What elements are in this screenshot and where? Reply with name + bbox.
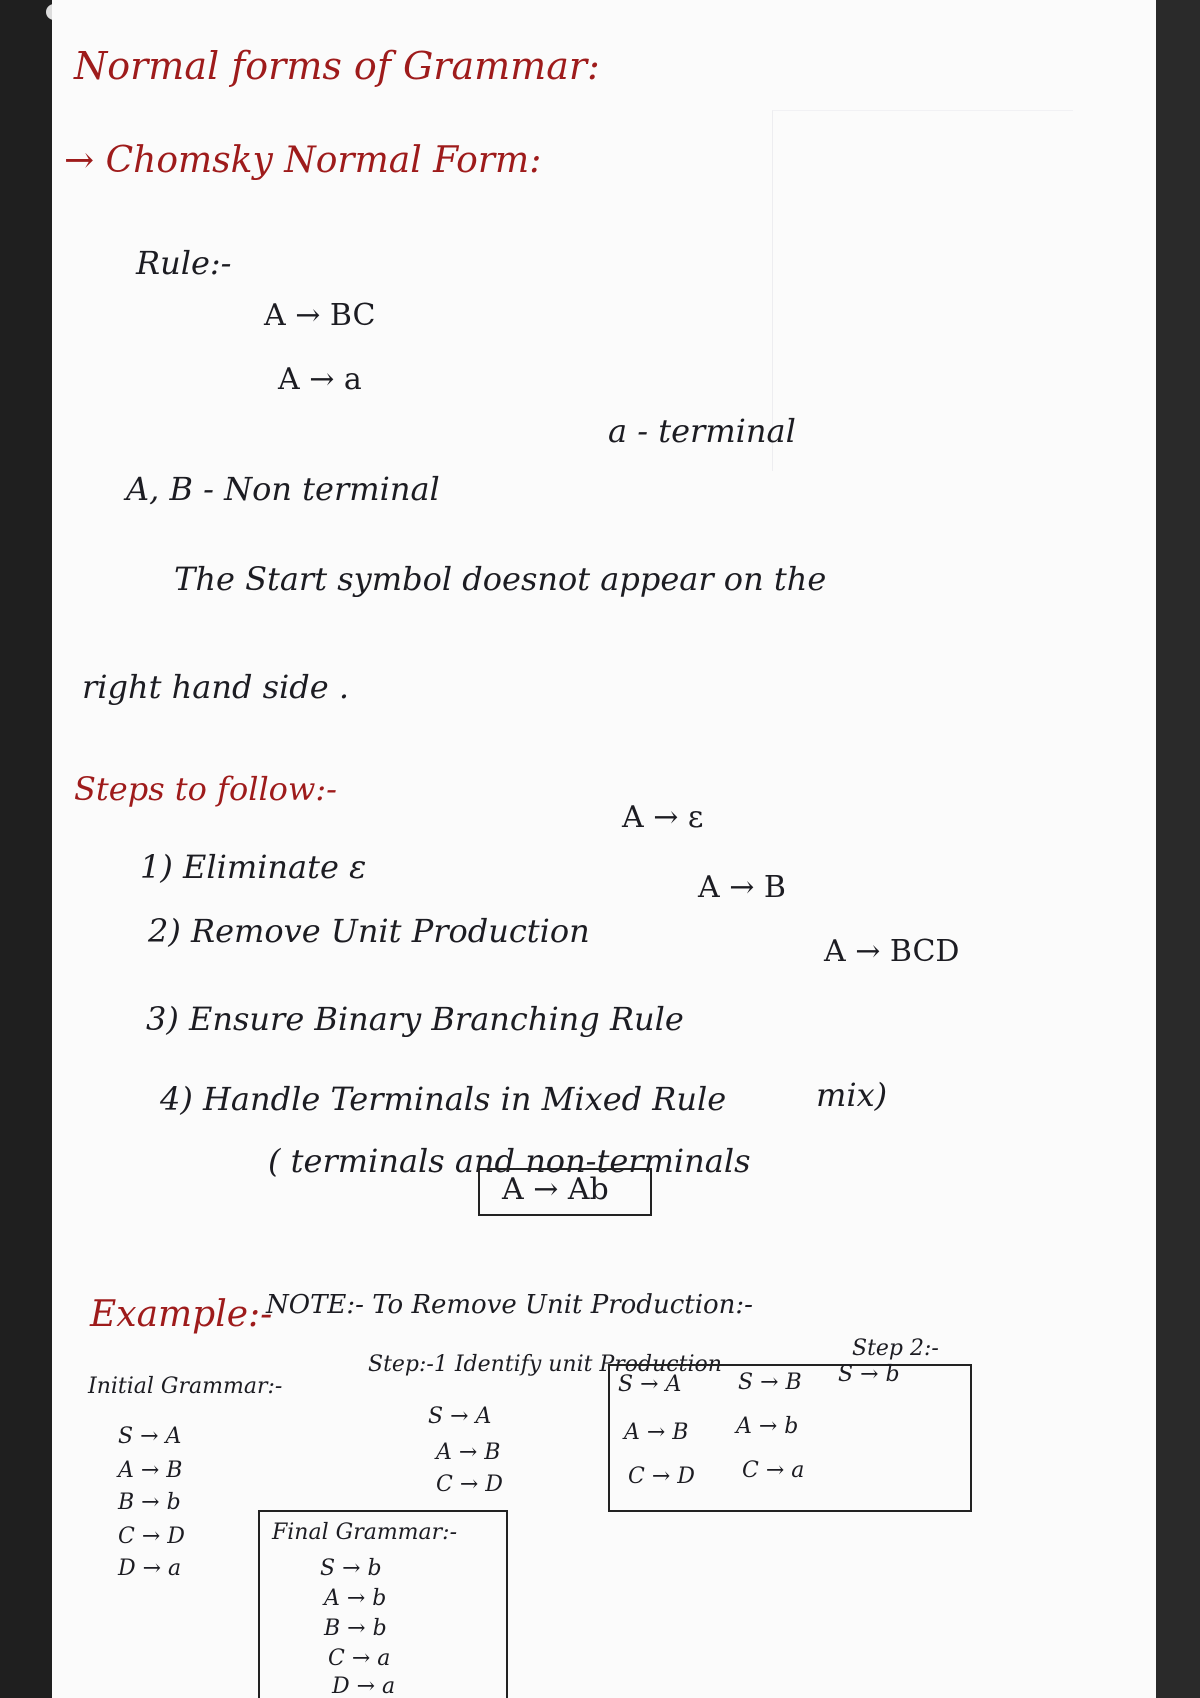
initial-grammar-rule-1: S → A bbox=[118, 1424, 182, 1449]
final-grammar-label: Final Grammar:- bbox=[272, 1520, 458, 1545]
page-title: Normal forms of Grammar: bbox=[74, 44, 600, 88]
step1-rule-2: A → B bbox=[436, 1440, 501, 1465]
notebook-page bbox=[52, 0, 1156, 1698]
example-heading: Example:- bbox=[90, 1294, 273, 1335]
initial-grammar-rule-3: B → b bbox=[118, 1490, 181, 1515]
step1-label: Step:-1 Identify unit Production bbox=[368, 1352, 722, 1377]
step1-rule-3: C → D bbox=[436, 1472, 503, 1497]
initial-grammar-rule-5: D → a bbox=[118, 1556, 182, 1581]
final-grammar-rule-1: S → b bbox=[320, 1556, 382, 1581]
step2-rule-a-b: A → B bbox=[624, 1420, 689, 1445]
nonterminal-definition: A, B - Non terminal bbox=[126, 470, 440, 508]
step2-rule-s-b: S → B bbox=[738, 1370, 802, 1395]
final-grammar-rule-5: D → a bbox=[332, 1674, 396, 1698]
start-symbol-note-line1: The Start symbol doesnot appear on the bbox=[174, 560, 827, 598]
step2-rule-s-a: S → A bbox=[618, 1372, 682, 1397]
step2-rule-a-b-terminal: A → b bbox=[736, 1414, 799, 1439]
final-grammar-rule-4: C → a bbox=[328, 1646, 391, 1671]
step-3-example: A → BCD bbox=[824, 934, 960, 969]
step-4-example-box bbox=[478, 1168, 652, 1216]
step1-rule-1: S → A bbox=[428, 1404, 492, 1429]
section-heading-cnf: → Chomsky Normal Form: bbox=[64, 140, 542, 181]
start-symbol-note-line2: right hand side . bbox=[82, 668, 350, 706]
step2-label: Step 2:- bbox=[852, 1336, 939, 1361]
final-grammar-rule-2: A → b bbox=[324, 1586, 387, 1611]
rule-2: A → a bbox=[278, 362, 362, 397]
step2-box bbox=[608, 1364, 972, 1512]
step-4-note-terminals: ( terminals and non-terminals bbox=[268, 1142, 751, 1180]
steps-heading: Steps to follow:- bbox=[74, 770, 337, 808]
step2-rule-c-d: C → D bbox=[628, 1464, 695, 1489]
note-text: NOTE:- To Remove Unit Production:- bbox=[266, 1290, 753, 1320]
step-4-note-mix: mix) bbox=[816, 1076, 888, 1114]
step-1: 1) Eliminate ε bbox=[140, 848, 367, 886]
rule-1: A → BC bbox=[264, 298, 376, 333]
initial-grammar-rule-2: A → B bbox=[118, 1458, 183, 1483]
step-2: 2) Remove Unit Production bbox=[148, 912, 590, 950]
step2-rule-c-a: C → a bbox=[742, 1458, 805, 1483]
rule-label: Rule:- bbox=[136, 244, 232, 282]
step-4: 4) Handle Terminals in Mixed Rule bbox=[160, 1080, 727, 1118]
step2-rule-s-b-terminal: S → b bbox=[838, 1362, 900, 1387]
bleed-through-lines bbox=[772, 110, 1073, 471]
initial-grammar-rule-4: C → D bbox=[118, 1524, 185, 1549]
scan-edge-right bbox=[1156, 0, 1200, 1698]
step-2-example: A → B bbox=[698, 870, 786, 905]
terminal-definition: a - terminal bbox=[608, 412, 796, 450]
scan-edge-left bbox=[0, 0, 52, 1698]
step-1-example: A → ε bbox=[622, 800, 704, 835]
initial-grammar-label: Initial Grammar:- bbox=[88, 1374, 283, 1399]
step-3: 3) Ensure Binary Branching Rule bbox=[146, 1000, 684, 1038]
final-grammar-box bbox=[258, 1510, 508, 1698]
step-4-example: A → Ab bbox=[502, 1172, 609, 1207]
final-grammar-rule-3: B → b bbox=[324, 1616, 387, 1641]
